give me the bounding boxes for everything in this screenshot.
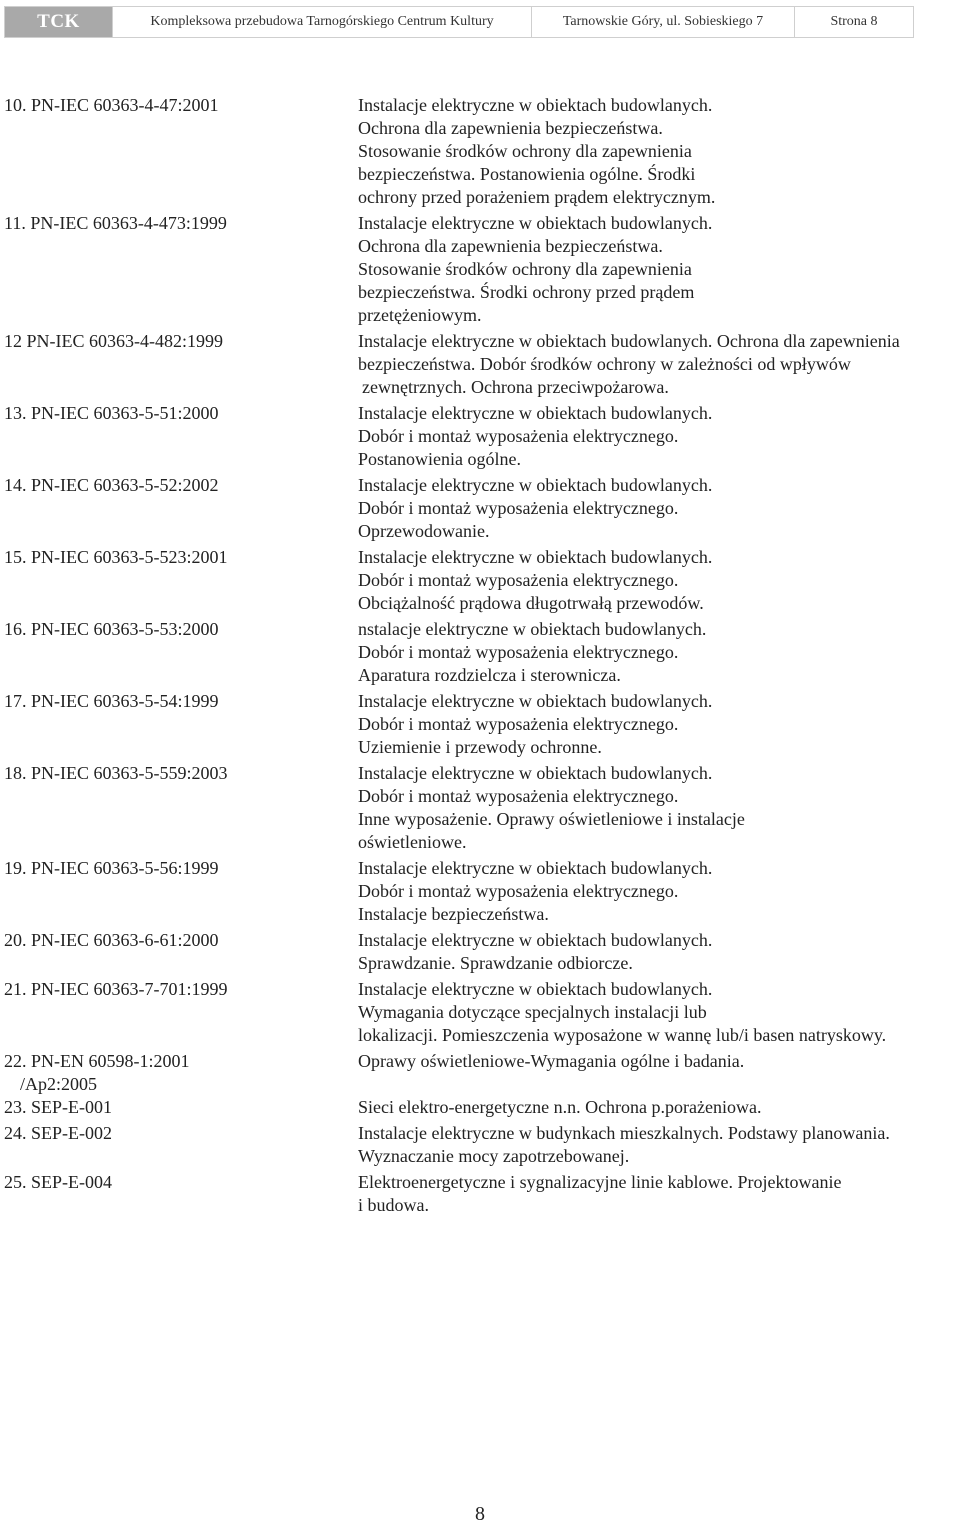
standard-description: [358, 857, 960, 926]
standard-number-line: 12 PN-IEC 60363-4-482:1999: [4, 331, 223, 351]
standard-number: [0, 929, 358, 975]
standard-description-line: Stosowanie środków ochrony dla zapewnienia: [358, 259, 692, 279]
standard-description: [358, 402, 960, 471]
standard-entry: [0, 94, 960, 209]
standard-description-line: Instalacje elektryczne w obiektach budowlanych.: [358, 763, 713, 783]
standard-number: [0, 618, 358, 687]
standard-number-line: 17. PN-IEC 60363-5-54:1999: [4, 691, 219, 711]
standards-list: [0, 94, 960, 1217]
standard-description-line: nstalacje elektryczne w obiektach budowlanych.: [358, 619, 707, 639]
standard-description-line: oświetleniowe.: [358, 832, 467, 852]
standard-description: [358, 1171, 960, 1217]
standard-description-line: bezpieczeństwa. Postanowienia ogólne. Środki: [358, 164, 696, 184]
standard-number-line: /Ap2:2005: [20, 1074, 98, 1094]
standard-description-line: Dobór i montaż wyposażenia elektrycznego.: [358, 498, 679, 518]
header-project-title: Kompleksowa przebudowa Tarnogórskiego Centrum Kultury: [112, 7, 531, 37]
standard-description-line: bezpieczeństwa. Środki ochrony przed prądem: [358, 282, 695, 302]
standard-description-line: Instalacje elektryczne w obiektach budowlanych.: [358, 858, 713, 878]
standard-number-line: 16. PN-IEC 60363-5-53:2000: [4, 619, 219, 639]
standard-entry: [0, 1096, 960, 1119]
standard-entry: [0, 978, 960, 1047]
standard-number: [0, 1122, 358, 1168]
standard-description-line: Sprawdzanie. Sprawdzanie odbiorcze.: [358, 953, 633, 973]
standard-number: [0, 94, 358, 209]
standard-description-line: Instalacje elektryczne w obiektach budowlanych.: [358, 691, 713, 711]
page-number: 8: [475, 1503, 485, 1525]
standard-number: [0, 1096, 358, 1119]
standard-description-line: bezpieczeństwa. Dobór środków ochrony w zależności od wpływów: [358, 354, 851, 374]
standard-description-line: lokalizacji. Pomieszczenia wyposażone w wannę lub/i basen natryskowy.: [358, 1025, 887, 1045]
standard-entry: [0, 1171, 960, 1217]
standard-description-line: Inne wyposażenie. Oprawy oświetleniowe i instalacje: [358, 809, 745, 829]
standard-number: [0, 1171, 358, 1217]
standard-number: [0, 857, 358, 926]
standard-number-line: 11. PN-IEC 60363-4-473:1999: [4, 213, 227, 233]
standard-description-line: Oprawy oświetleniowe-Wymagania ogólne i badania.: [358, 1051, 745, 1071]
standard-description-line: Dobór i montaż wyposażenia elektrycznego.: [358, 881, 679, 901]
standard-description-line: zewnętrznych. Ochrona przeciwpożarowa.: [362, 377, 669, 397]
standard-description-line: Instalacje elektryczne w obiektach budowlanych.: [358, 403, 713, 423]
standard-number: [0, 1050, 358, 1096]
standard-number-line: 24. SEP-E-002: [4, 1123, 112, 1143]
standard-number-line: 14. PN-IEC 60363-5-52:2002: [4, 475, 219, 495]
standard-number-line: 23. SEP-E-001: [4, 1097, 112, 1117]
standard-description-line: Postanowienia ogólne.: [358, 449, 521, 469]
standard-number-line: 15. PN-IEC 60363-5-523:2001: [4, 547, 228, 567]
standard-description-line: Instalacje elektryczne w budynkach mieszkalnych. Podstawy planowania.: [358, 1123, 890, 1143]
standard-entry: [0, 1122, 960, 1168]
standard-entry: [0, 690, 960, 759]
standard-description-line: Instalacje elektryczne w obiektach budowlanych.: [358, 213, 713, 233]
tck-logo: TCK: [5, 7, 112, 37]
standard-number-line: 20. PN-IEC 60363-6-61:2000: [4, 930, 219, 950]
standard-description-line: Instalacje elektryczne w obiektach budowlanych.: [358, 979, 713, 999]
standard-description-line: Uziemienie i przewody ochronne.: [358, 737, 602, 757]
standard-description-line: przetężeniowym.: [358, 305, 482, 325]
standard-description-line: Instalacje elektryczne w obiektach budowlanych.: [358, 95, 713, 115]
standard-number: [0, 474, 358, 543]
standard-number: [0, 690, 358, 759]
header-address: Tarnowskie Góry, ul. Sobieskiego 7: [531, 7, 794, 37]
standard-entry: [0, 857, 960, 926]
standard-entry: [0, 762, 960, 854]
standard-description-line: Instalacje bezpieczeństwa.: [358, 904, 549, 924]
standard-description: [358, 212, 960, 327]
standard-number-line: 21. PN-IEC 60363-7-701:1999: [4, 979, 228, 999]
standard-description-line: Ochrona dla zapewnienia bezpieczeństwa.: [358, 236, 663, 256]
standard-number-line: 25. SEP-E-004: [4, 1172, 112, 1192]
standard-description-line: Dobór i montaż wyposażenia elektrycznego.: [358, 426, 679, 446]
standard-description-line: i budowa.: [358, 1195, 429, 1215]
header-page-label: Strona 8: [794, 7, 913, 37]
standard-number-line: 19. PN-IEC 60363-5-56:1999: [4, 858, 219, 878]
standard-number: [0, 402, 358, 471]
standard-description: [358, 1050, 960, 1096]
standard-description: [358, 762, 960, 854]
standard-number-line: 10. PN-IEC 60363-4-47:2001: [4, 95, 219, 115]
standard-number: [0, 978, 358, 1047]
standard-entry: [0, 618, 960, 687]
standard-number-line: 13. PN-IEC 60363-5-51:2000: [4, 403, 219, 423]
standard-description-line: Wymagania dotyczące specjalnych instalacji lub: [358, 1002, 707, 1022]
standard-number: [0, 212, 358, 327]
standard-description-line: Ochrona dla zapewnienia bezpieczeństwa.: [358, 118, 663, 138]
standard-description: [358, 474, 960, 543]
standard-description-line: Dobór i montaż wyposażenia elektrycznego.: [358, 786, 679, 806]
standard-number: [0, 330, 358, 399]
standard-description-line: Oprzewodowanie.: [358, 521, 490, 541]
standard-description-line: ochrony przed porażeniem prądem elektrycznym.: [358, 187, 716, 207]
standard-entry: [0, 330, 960, 399]
standard-description-line: Instalacje elektryczne w obiektach budowlanych.: [358, 547, 713, 567]
standard-entry: [0, 1050, 960, 1096]
standard-number: [0, 546, 358, 615]
standard-description-line: Dobór i montaż wyposażenia elektrycznego.: [358, 642, 679, 662]
standard-entry: [0, 474, 960, 543]
standard-description-line: Stosowanie środków ochrony dla zapewnienia: [358, 141, 692, 161]
standard-description-line: Wyznaczanie mocy zapotrzebowanej.: [358, 1146, 630, 1166]
standard-description-line: Instalacje elektryczne w obiektach budowlanych. Ochrona dla zapewnienia: [358, 331, 900, 351]
standard-number-line: 22. PN-EN 60598-1:2001: [4, 1051, 190, 1071]
standard-number-line: 18. PN-IEC 60363-5-559:2003: [4, 763, 228, 783]
standard-description-line: Elektroenergetyczne i sygnalizacyjne linie kablowe. Projektowanie: [358, 1172, 842, 1192]
standard-description-line: Dobór i montaż wyposażenia elektrycznego.: [358, 714, 679, 734]
standard-description: [358, 618, 960, 687]
standard-description-line: Instalacje elektryczne w obiektach budowlanych.: [358, 475, 713, 495]
standard-description: [358, 690, 960, 759]
standard-entry: [0, 402, 960, 471]
standard-description: [358, 1122, 960, 1168]
standard-description: [358, 330, 960, 399]
standard-entry: [0, 929, 960, 975]
standard-description: [358, 929, 960, 975]
standard-description-line: Obciążalność prądowa długotrwałą przewodów.: [358, 593, 704, 613]
standard-description-line: Aparatura rozdzielcza i sterownicza.: [358, 665, 621, 685]
standard-description: [358, 94, 960, 209]
standard-entry: [0, 546, 960, 615]
standard-description-line: Instalacje elektryczne w obiektach budowlanych.: [358, 930, 713, 950]
standard-description: [358, 1096, 960, 1119]
standard-description-line: Sieci elektro-energetyczne n.n. Ochrona p.porażeniowa.: [358, 1097, 762, 1117]
page-header: [4, 6, 914, 38]
standard-description: [358, 978, 960, 1047]
standard-description: [358, 546, 960, 615]
standard-entry: [0, 212, 960, 327]
standard-description-line: Dobór i montaż wyposażenia elektrycznego.: [358, 570, 679, 590]
standard-number: [0, 762, 358, 854]
